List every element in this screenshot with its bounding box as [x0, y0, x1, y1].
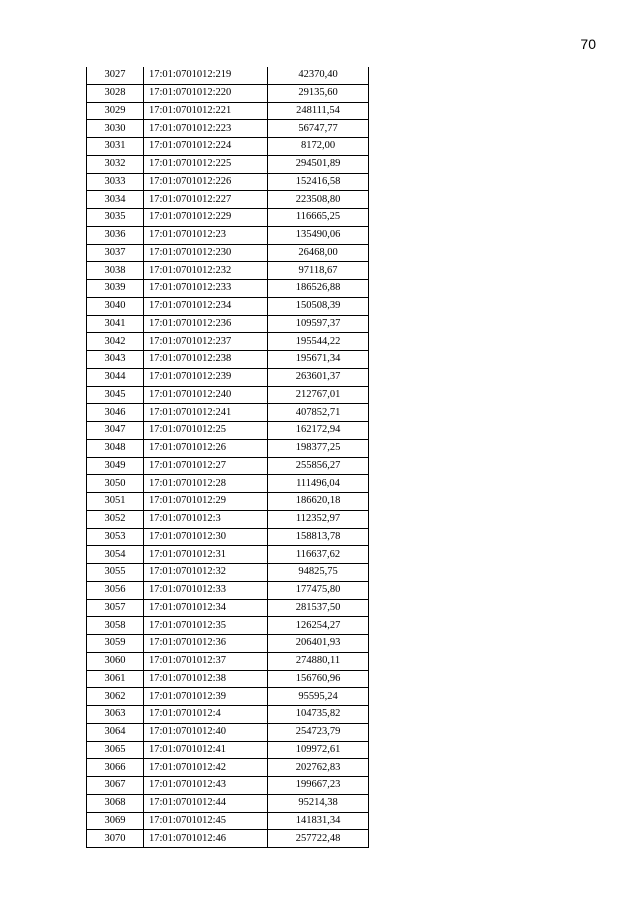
cadastral-value-cell: 223508,80	[268, 191, 369, 209]
cadastral-number-cell: 17:01:0701012:225	[144, 155, 268, 173]
cadastral-value-cell: 8172,00	[268, 138, 369, 156]
cadastral-number-cell: 17:01:0701012:32	[144, 564, 268, 582]
cadastral-value-cell: 248111,54	[268, 102, 369, 120]
table-row	[87, 475, 369, 493]
table-row	[87, 422, 369, 440]
cadastral-number-cell: 17:01:0701012:33	[144, 581, 268, 599]
table-row	[87, 67, 369, 84]
cadastral-value-cell: 111496,04	[268, 475, 369, 493]
row-number-cell: 3048	[87, 439, 144, 457]
cadastral-number-cell: 17:01:0701012:221	[144, 102, 268, 120]
row-number-cell: 3036	[87, 226, 144, 244]
cadastral-value-cell: 195544,22	[268, 333, 369, 351]
table-row	[87, 546, 369, 564]
table-row	[87, 404, 369, 422]
cadastral-number-cell: 17:01:0701012:43	[144, 777, 268, 795]
cadastral-number-cell: 17:01:0701012:25	[144, 422, 268, 440]
table-row	[87, 155, 369, 173]
cadastral-number-cell: 17:01:0701012:45	[144, 812, 268, 830]
row-number-cell: 3042	[87, 333, 144, 351]
table-row	[87, 723, 369, 741]
table-body	[87, 67, 369, 848]
cadastral-number-cell: 17:01:0701012:219	[144, 67, 268, 84]
table-row	[87, 564, 369, 582]
table-row	[87, 315, 369, 333]
cadastral-number-cell: 17:01:0701012:229	[144, 209, 268, 227]
table-row	[87, 794, 369, 812]
cadastral-value-cell: 109597,37	[268, 315, 369, 333]
cadastral-value-table	[86, 67, 369, 848]
row-number-cell: 3027	[87, 67, 144, 84]
table-row	[87, 138, 369, 156]
cadastral-number-cell: 17:01:0701012:42	[144, 759, 268, 777]
row-number-cell: 3050	[87, 475, 144, 493]
cadastral-value-cell: 254723,79	[268, 723, 369, 741]
row-number-cell: 3039	[87, 280, 144, 298]
cadastral-value-cell: 26468,00	[268, 244, 369, 262]
cadastral-value-cell: 281537,50	[268, 599, 369, 617]
table-row	[87, 635, 369, 653]
cadastral-value-cell: 195671,34	[268, 351, 369, 369]
cadastral-number-cell: 17:01:0701012:34	[144, 599, 268, 617]
row-number-cell: 3065	[87, 741, 144, 759]
cadastral-number-cell: 17:01:0701012:39	[144, 688, 268, 706]
cadastral-number-cell: 17:01:0701012:236	[144, 315, 268, 333]
table-row	[87, 599, 369, 617]
cadastral-value-cell: 112352,97	[268, 510, 369, 528]
row-number-cell: 3055	[87, 564, 144, 582]
table-row	[87, 120, 369, 138]
table-row	[87, 84, 369, 102]
table-row	[87, 688, 369, 706]
row-number-cell: 3049	[87, 457, 144, 475]
row-number-cell: 3063	[87, 706, 144, 724]
row-number-cell: 3064	[87, 723, 144, 741]
cadastral-number-cell: 17:01:0701012:37	[144, 652, 268, 670]
table-row	[87, 209, 369, 227]
table-row	[87, 386, 369, 404]
cadastral-number-cell: 17:01:0701012:35	[144, 617, 268, 635]
table-row	[87, 812, 369, 830]
row-number-cell: 3046	[87, 404, 144, 422]
table-row	[87, 226, 369, 244]
cadastral-number-cell: 17:01:0701012:238	[144, 351, 268, 369]
cadastral-number-cell: 17:01:0701012:23	[144, 226, 268, 244]
cadastral-value-cell: 206401,93	[268, 635, 369, 653]
table-row	[87, 670, 369, 688]
cadastral-value-cell: 95214,38	[268, 794, 369, 812]
table-row	[87, 777, 369, 795]
table-row	[87, 830, 369, 848]
row-number-cell: 3044	[87, 368, 144, 386]
table-row	[87, 652, 369, 670]
cadastral-value-cell: 116637,62	[268, 546, 369, 564]
cadastral-number-cell: 17:01:0701012:36	[144, 635, 268, 653]
row-number-cell: 3037	[87, 244, 144, 262]
cadastral-number-cell: 17:01:0701012:40	[144, 723, 268, 741]
row-number-cell: 3070	[87, 830, 144, 848]
cadastral-value-cell: 186620,18	[268, 493, 369, 511]
row-number-cell: 3043	[87, 351, 144, 369]
table-row	[87, 297, 369, 315]
table-row	[87, 280, 369, 298]
cadastral-number-cell: 17:01:0701012:223	[144, 120, 268, 138]
cadastral-value-cell: 198377,25	[268, 439, 369, 457]
cadastral-value-cell: 109972,61	[268, 741, 369, 759]
cadastral-number-cell: 17:01:0701012:232	[144, 262, 268, 280]
table-row	[87, 457, 369, 475]
cadastral-number-cell: 17:01:0701012:28	[144, 475, 268, 493]
cadastral-number-cell: 17:01:0701012:237	[144, 333, 268, 351]
table-row	[87, 333, 369, 351]
cadastral-number-cell: 17:01:0701012:240	[144, 386, 268, 404]
cadastral-number-cell: 17:01:0701012:230	[144, 244, 268, 262]
table-row	[87, 173, 369, 191]
table-row	[87, 351, 369, 369]
row-number-cell: 3066	[87, 759, 144, 777]
table-row	[87, 368, 369, 386]
table-row	[87, 493, 369, 511]
row-number-cell: 3056	[87, 581, 144, 599]
cadastral-number-cell: 17:01:0701012:29	[144, 493, 268, 511]
cadastral-value-cell: 263601,37	[268, 368, 369, 386]
row-number-cell: 3035	[87, 209, 144, 227]
row-number-cell: 3041	[87, 315, 144, 333]
cadastral-number-cell: 17:01:0701012:241	[144, 404, 268, 422]
cadastral-value-cell: 407852,71	[268, 404, 369, 422]
row-number-cell: 3029	[87, 102, 144, 120]
row-number-cell: 3061	[87, 670, 144, 688]
cadastral-number-cell: 17:01:0701012:41	[144, 741, 268, 759]
cadastral-number-cell: 17:01:0701012:27	[144, 457, 268, 475]
cadastral-value-cell: 186526,88	[268, 280, 369, 298]
cadastral-number-cell: 17:01:0701012:227	[144, 191, 268, 209]
cadastral-value-cell: 141831,34	[268, 812, 369, 830]
row-number-cell: 3067	[87, 777, 144, 795]
row-number-cell: 3058	[87, 617, 144, 635]
row-number-cell: 3031	[87, 138, 144, 156]
table-row	[87, 617, 369, 635]
cadastral-value-cell: 97118,67	[268, 262, 369, 280]
cadastral-value-cell: 126254,27	[268, 617, 369, 635]
cadastral-number-cell: 17:01:0701012:31	[144, 546, 268, 564]
cadastral-value-cell: 274880,11	[268, 652, 369, 670]
cadastral-number-cell: 17:01:0701012:233	[144, 280, 268, 298]
cadastral-number-cell: 17:01:0701012:26	[144, 439, 268, 457]
cadastral-value-cell: 95595,24	[268, 688, 369, 706]
row-number-cell: 3034	[87, 191, 144, 209]
cadastral-value-cell: 56747,77	[268, 120, 369, 138]
row-number-cell: 3045	[87, 386, 144, 404]
row-number-cell: 3051	[87, 493, 144, 511]
table-row	[87, 191, 369, 209]
cadastral-value-cell: 150508,39	[268, 297, 369, 315]
cadastral-number-cell: 17:01:0701012:4	[144, 706, 268, 724]
cadastral-value-cell: 29135,60	[268, 84, 369, 102]
cadastral-value-cell: 156760,96	[268, 670, 369, 688]
cadastral-number-cell: 17:01:0701012:3	[144, 510, 268, 528]
table-row	[87, 439, 369, 457]
cadastral-value-cell: 202762,83	[268, 759, 369, 777]
table-row	[87, 262, 369, 280]
cadastral-value-cell: 116665,25	[268, 209, 369, 227]
row-number-cell: 3030	[87, 120, 144, 138]
table-row	[87, 759, 369, 777]
table-row	[87, 741, 369, 759]
row-number-cell: 3060	[87, 652, 144, 670]
row-number-cell: 3040	[87, 297, 144, 315]
cadastral-value-cell: 104735,82	[268, 706, 369, 724]
cadastral-value-cell: 94825,75	[268, 564, 369, 582]
row-number-cell: 3057	[87, 599, 144, 617]
cadastral-number-cell: 17:01:0701012:226	[144, 173, 268, 191]
row-number-cell: 3033	[87, 173, 144, 191]
cadastral-number-cell: 17:01:0701012:38	[144, 670, 268, 688]
cadastral-value-cell: 212767,01	[268, 386, 369, 404]
cadastral-number-cell: 17:01:0701012:220	[144, 84, 268, 102]
row-number-cell: 3047	[87, 422, 144, 440]
cadastral-value-cell: 158813,78	[268, 528, 369, 546]
cadastral-value-cell: 199667,23	[268, 777, 369, 795]
row-number-cell: 3059	[87, 635, 144, 653]
page-number: 70	[580, 36, 596, 52]
row-number-cell: 3053	[87, 528, 144, 546]
row-number-cell: 3032	[87, 155, 144, 173]
cadastral-value-cell: 255856,27	[268, 457, 369, 475]
cadastral-number-cell: 17:01:0701012:30	[144, 528, 268, 546]
cadastral-value-cell: 177475,80	[268, 581, 369, 599]
table-row	[87, 102, 369, 120]
cadastral-value-cell: 152416,58	[268, 173, 369, 191]
cadastral-number-cell: 17:01:0701012:239	[144, 368, 268, 386]
cadastral-number-cell: 17:01:0701012:234	[144, 297, 268, 315]
table-row	[87, 244, 369, 262]
table-row	[87, 528, 369, 546]
table-row	[87, 581, 369, 599]
row-number-cell: 3052	[87, 510, 144, 528]
row-number-cell: 3068	[87, 794, 144, 812]
row-number-cell: 3028	[87, 84, 144, 102]
cadastral-value-cell: 42370,40	[268, 67, 369, 84]
table-row	[87, 510, 369, 528]
row-number-cell: 3038	[87, 262, 144, 280]
row-number-cell: 3054	[87, 546, 144, 564]
cadastral-number-cell: 17:01:0701012:224	[144, 138, 268, 156]
row-number-cell: 3062	[87, 688, 144, 706]
cadastral-value-cell: 135490,06	[268, 226, 369, 244]
cadastral-number-cell: 17:01:0701012:46	[144, 830, 268, 848]
table-row	[87, 706, 369, 724]
cadastral-number-cell: 17:01:0701012:44	[144, 794, 268, 812]
cadastral-value-cell: 162172,94	[268, 422, 369, 440]
row-number-cell: 3069	[87, 812, 144, 830]
cadastral-value-cell: 257722,48	[268, 830, 369, 848]
cadastral-value-cell: 294501,89	[268, 155, 369, 173]
